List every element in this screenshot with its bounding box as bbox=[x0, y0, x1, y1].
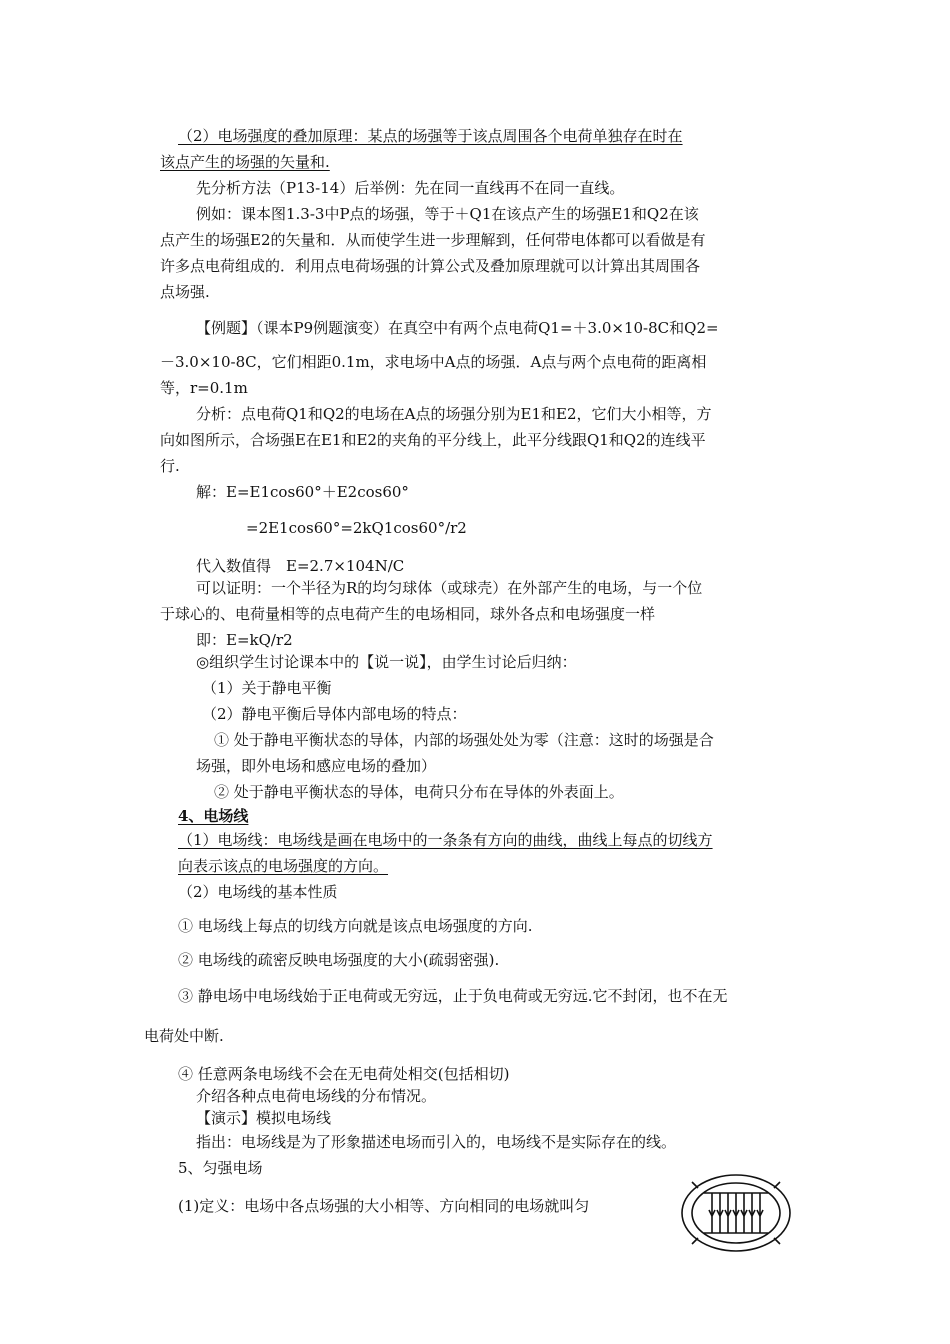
text-line: 可以证明：一个半径为R的均匀球体（或球壳）在外部产生的电场，与一个位 bbox=[196, 579, 703, 597]
text-line: ③ 静电场中电场线始于正电荷或无穷远，止于负电荷或无穷远.它不封闭，也不在无 bbox=[178, 987, 728, 1005]
text-line: －3.0×10-8C，它们相距0.1m，求电场中A点的场强．A点与两个点电荷的距离相 bbox=[160, 353, 707, 371]
text-line: 许多点电荷组成的．利用点电荷场强的计算公式及叠加原理就可以计算出其周围各 bbox=[160, 257, 701, 275]
text-line: 指出：电场线是为了形象描述电场而引入的，电场线不是实际存在的线。 bbox=[196, 1133, 677, 1151]
text-line: ① 电场线上每点的切线方向就是该点电场强度的方向. bbox=[178, 917, 533, 935]
text-line: （1）电场线：电场线是画在电场中的一条条有方向的曲线，曲线上每点的切线方 bbox=[178, 831, 713, 849]
text-line: 场强，即外电场和感应电场的叠加） bbox=[196, 757, 437, 775]
text-line: （2）电场强度的叠加原理：某点的场强等于该点周围各个电荷单独存在时在 bbox=[178, 127, 683, 145]
text-line: 【例题】（课本P9例题演变）在真空中有两个点电荷Q1=＋3.0×10-8C和Q2= bbox=[196, 319, 719, 337]
text-line: ④ 任意两条电场线不会在无电荷处相交(包括相切) bbox=[178, 1065, 510, 1083]
text-line: 介绍各种点电荷电场线的分布情况。 bbox=[196, 1087, 437, 1105]
text-line: 点场强. bbox=[160, 283, 210, 301]
text-line: 即：E=kQ/r2 bbox=[196, 631, 293, 649]
text-line: 【演示】模拟电场线 bbox=[196, 1109, 332, 1127]
text-line: 例如：课本图1.3-3中P点的场强，等于＋Q1在该点产生的场强E1和Q2在该 bbox=[196, 205, 699, 223]
text-line: 于球心的、电荷量相等的点电荷产生的电场相同，球外各点和电场强度一样 bbox=[160, 605, 656, 623]
text-line: 分析：点电荷Q1和Q2的电场在A点的场强分别为E1和E2，它们大小相等，方 bbox=[196, 405, 712, 423]
parallel-plate-field-figure bbox=[676, 1168, 796, 1258]
text-line: ① 处于静电平衡状态的导体，内部的场强处处为零（注意：这时的场强是合 bbox=[214, 731, 714, 749]
text-line: =2E1cos60°=2kQ1cos60°/r2 bbox=[246, 519, 467, 537]
section-heading: 4、电场线 bbox=[178, 807, 249, 825]
section-heading: 5、匀强电场 bbox=[178, 1159, 263, 1177]
text-line: ◎组织学生讨论课本中的【说一说】，由学生讨论后归纳： bbox=[196, 653, 577, 671]
text-line: （2）静电平衡后导体内部电场的特点： bbox=[202, 705, 467, 723]
text-line: （1）关于静电平衡 bbox=[202, 679, 332, 697]
text-line: 点产生的场强E2的矢量和．从而使学生进一步理解到，任何带电体都可以看做是有 bbox=[160, 231, 706, 249]
text-line: 代入数值得 E=2.7×104N/C bbox=[196, 557, 405, 575]
text-line: 行. bbox=[160, 457, 180, 475]
text-line: （2）电场线的基本性质 bbox=[178, 883, 338, 901]
text-line: 先分析方法（P13-14）后举例：先在同一直线再不在同一直线。 bbox=[196, 179, 625, 197]
text-line: 等，r=0.1m bbox=[160, 379, 248, 397]
text-line: 电荷处中断. bbox=[144, 1027, 224, 1045]
text-line: 向表示该点的电场强度的方向。 bbox=[178, 857, 389, 875]
text-line: (1)定义：电场中各点场强的大小相等、方向相同的电场就叫匀 bbox=[178, 1197, 590, 1215]
text-line: 向如图所示，合场强E在E1和E2的夹角的平分线上，此平分线跟Q1和Q2的连线平 bbox=[160, 431, 706, 449]
text-line: 该点产生的场强的矢量和. bbox=[160, 153, 330, 171]
text-line: ② 处于静电平衡状态的导体，电荷只分布在导体的外表面上。 bbox=[214, 783, 624, 801]
text-line: 解：E=E1cos60°＋E2cos60° bbox=[196, 483, 409, 501]
text-line: ② 电场线的疏密反映电场强度的大小(疏弱密强). bbox=[178, 951, 500, 969]
